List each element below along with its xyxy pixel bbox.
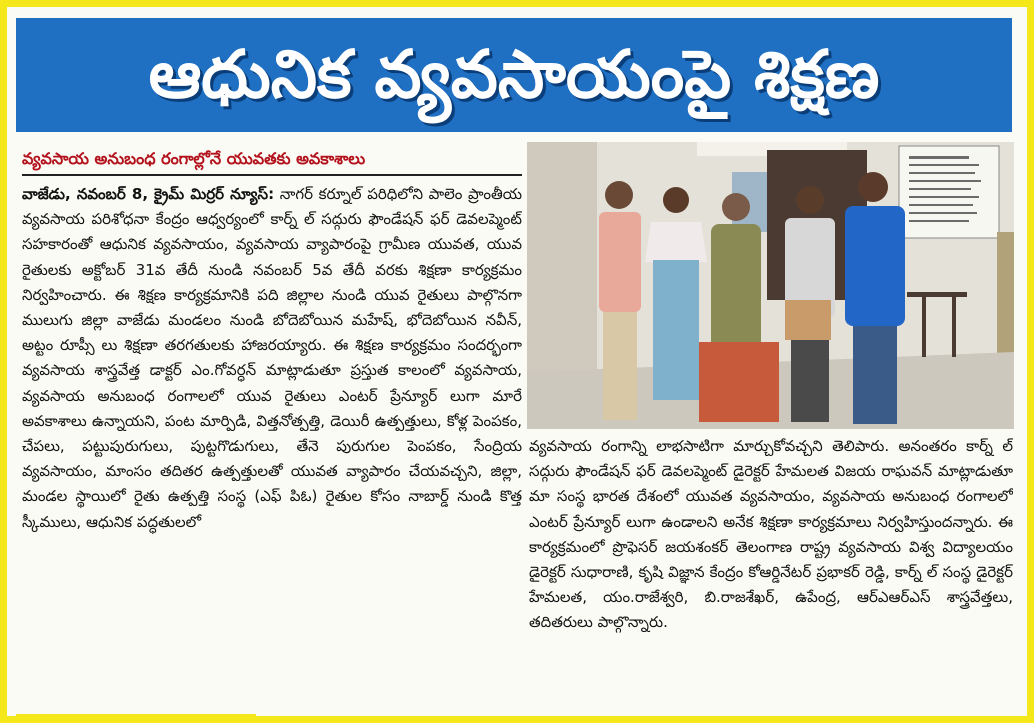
article-column-left (22, 182, 522, 702)
article-column-right: వ్యవసాయ రంగాన్ని లాభసాటిగా మార్చుకోవచ్చని తెలిపారు. అనంతరం కార్న్ ల్ సద్గురు ఫౌండేషన్ ఫర్ డెవలప్మెంట్ డైరెక్టర్ హేమలత విజయ రాఘవన్ మాట్లాడుతూ మా సంస్థ భారత దేశంలో యువత వ్యవసాయం, వ్యవసాయ అనుబంధ రంగాలలో ఎంటర్ ప్రేన్యూర్ లుగా ఉండాలని అనేక శిక్షణా కార్యక్రమాలు నిర్వహిస్తుందన్నారు. ఈ కార్యక్రమంలో ప్రొఫెసర్ జయశంకర్ తెలంగాణ రాష్ట్ర వ్యవసాయ విశ్వ విద్యాలయం డైరెక్టర్ సుధారాణి, కృషి విజ్ఞాన కేంద్రం కోఆర్డినేటర్ ప్రభాకర్ రెడ్డి, కార్న్ ల్ సంస్థ డైరెక్టర్ హేమలత, యం.రాజేశ్వరి, బి.రాజశేఖర్, ఉపేంద్ర, ఆర్ఎఆర్ఎస్ శాస్త్రవేత్తలు, తదితరులు పాల్గొన్నారు. (529, 437, 1013, 632)
article-body-left: నాగర్ కర్నూల్ పరిధిలోని పాలెం ప్రాంతీయ వ్యవసాయ పరిశోధనా కేంద్రం ఆధ్వర్యంలో కార్న్ ల్ సద్గురు ఫౌండేషన్ ఫర్ డెవలప్మెంట్ సహకారంతో ఆధునిక వ్యవసాయం, వ్యవసాయ వ్యాపారంపై గ్రామీణ యువత, యువ రైతులకు అక్టోబర్ 31వ తేదీ నుండి నవంబర్ 5వ తేదీ వరకు శిక్షణా కార్యక్రమం నిర్వహించారు. ఈ శిక్షణ కార్యక్రమానికి పది జిల్లాల నుండి యువ రైతులు పాల్గొనగా ములుగు జిల్లా వాజేడు మండలం నుండి బోదెబోయిన మహేష్, భోదెబోయిన నవీన్, అట్టం రూప్సీ లు శిక్షణా తరగతులకు హాజరయ్యారు. ఈ శిక్షణ కార్యక్రమం సందర్భంగా వ్యవసాయ శాస్త్రవేత్త డాక్టర్ ఎం.గోవర్ధన్ మాట్లాడుతూ ప్రస్తుత కాలంలో వ్యవసాయ, వ్యవసాయ అనుబంధ రంగాలలో యువ రైతులు ఎంటర్ ప్రేన్యూర్ లుగా మారే అవకాశాలు ఉన్నాయని, పంట మార్పిడి, విత్తనోత్పత్తి, డెయిరీ ఉత్పత్తులు, కోళ్ల పెంపకం, చేపలు, పట్టుపురుగులు, పుట్టగొడుగులు, తేనె పురుగుల పెంపకం, సేంద్రియ వ్యవసాయం, మాంసం తదితర ఉత్పత్తులతో యువత వ్యాపారం చేయవచ్చని, జిల్లా, మండల స్థాయిలో రైతు ఉత్పత్తి సంస్థ (ఎఫ్ పిఓ) రైతుల కోసం నాబార్డ్ నుండి కొత్త స్కీములు, ఆధునిక పద్ధతులలో (22, 185, 522, 531)
headline: ఆధునిక వ్యవసాయంపై శిక్షణ (148, 36, 880, 113)
subheadline: వ్యవసాయ అనుబంధ రంగాల్లోనే యువతకు అవకాశాలు (22, 149, 366, 168)
news-photo (527, 142, 1014, 429)
headline-banner (16, 18, 1012, 132)
group-photo-illustration (527, 142, 1014, 429)
subheadline-rule (22, 174, 522, 176)
bottom-strip (16, 714, 256, 723)
dateline: వాజేడు, నవంబర్ 8, క్రైమ్ మిర్రర్ న్యూస్: (22, 185, 275, 203)
